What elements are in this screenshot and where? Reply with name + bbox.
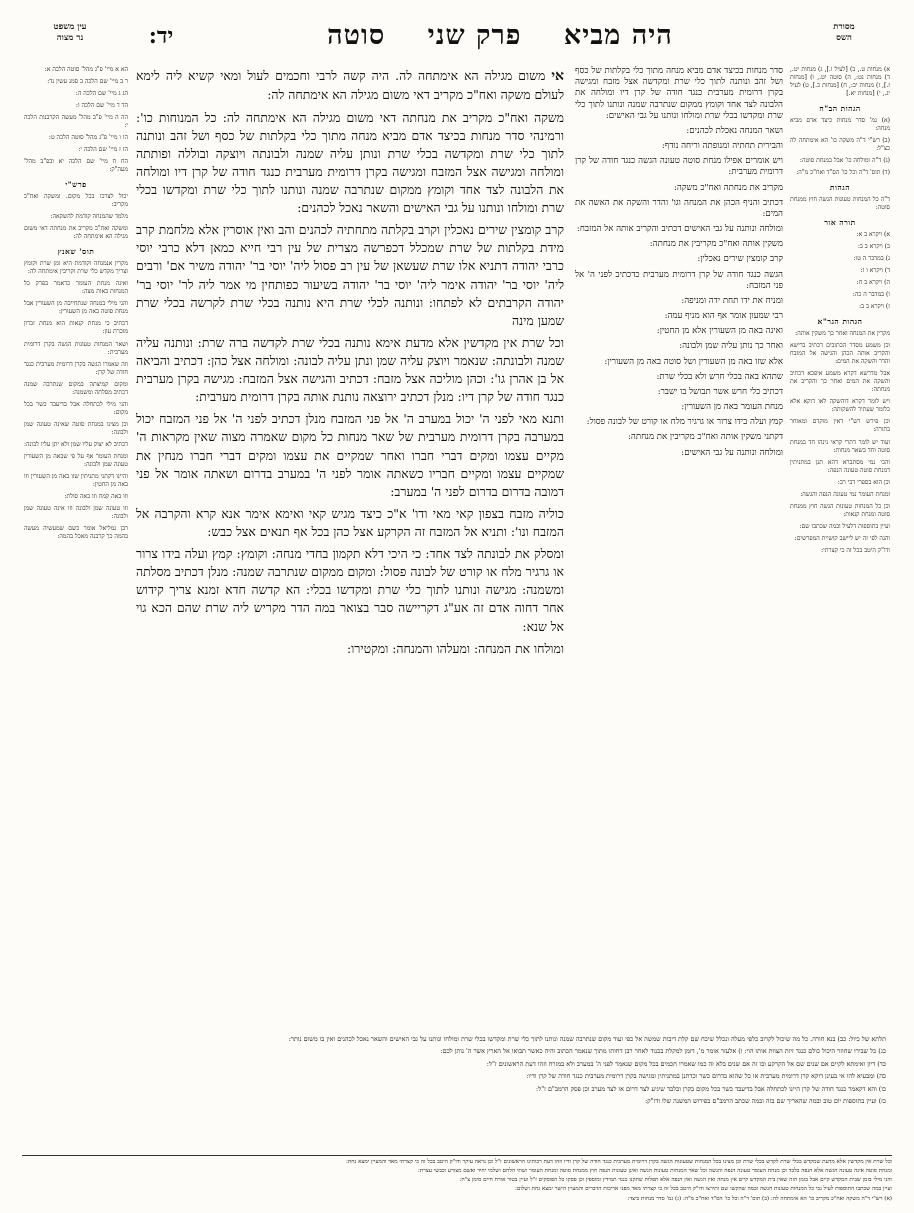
gemara-opening-word: אי: [551, 68, 564, 84]
tractate-name: סוטה: [327, 20, 386, 51]
tos-shantz-3: דכתיב כי מנחת קנאות הוא מנחת זכרון מזכרת עון:: [24, 320, 128, 336]
ein-mishpat-item-2: הג ג מיי' שם הלכה ה:: [75, 90, 128, 98]
left-commentary-6: והכי נמי מסתברא דהא תנן במתניתין דמנחת סוטה טעונה הנפה:: [790, 458, 890, 474]
gemara-block-0: [136, 66, 564, 105]
masoret-header-line2: השס: [836, 32, 852, 43]
tos-shantz-6: ומקום קמיצתה במקום שנתרבה שמנה דכתיב מסלתה ומשמנה:: [24, 380, 128, 396]
footer-row-2: והני מילי בזמן שבית המקדש קיים אבל בזמן הזה שאין בית המקדש קיים אין מנחה ואין הגשה ואין הנפה אלא תפלות שתקנו כנגד תמידין ומוספין וכן פסקו כל הפוסקים ז"ל ועיין בטור אורח חיים סימן צ"ח:: [459, 1177, 892, 1184]
tos-shantz-8: וכן מצינו במנחת סוטה שאינה טעונה שמן ולבונה:: [24, 420, 128, 436]
tos-shantz-7: והני מילי לכתחלה אבל בדיעבד כשר בכל מקום:: [24, 400, 128, 416]
tos-shantz-10: ומנחת העומר אף על פי שבאה מן השעורין טעונה שמן ולבונה:: [24, 452, 128, 468]
left-commentary-0: מקרין את המנחה ואחר כך משקין אותה:: [795, 330, 890, 338]
masoret-header-line1: מסורת: [833, 22, 855, 32]
gemara-block-7: ומולחו את המנחה: ומעלהו והמנחה: ומקטירו:: [346, 640, 564, 656]
rashi-par-5: והבירית תחתיה ומנופתה וריחה נודף:: [661, 141, 783, 152]
bottom-note-3: כד) דיון ואימתא לקיים אם שנים שם אל הקרקע ובו זה אם שנים בלא זה כמו שאמרו חכמים בכל מקום שנאמר לפני ה' במערב ולא במזרח וזהו דעת הראשונים ז"ל:: [486, 1059, 886, 1068]
ein-mishpat-item-7: הח ח מיי' שם הלכה יא ובפ"ב מהל' מעה"ק:: [24, 158, 128, 174]
bottom-note-5: כו) והא דקאמר כנגד חודה של קרן היינו לכתחלה אבל בדיעבד כשר בכל מקום בקרן ובלבד שיגיע לצד דרום או לצד מערב וכן פסק הרמב"ם ז"ל:: [536, 1084, 886, 1093]
ein-mishpat-item-1: ר ב מיי' שם הלכה ב סמג עשין נד:: [47, 78, 128, 86]
rashi-par-17: אלא שזו באה מן השעורין ושל סוטה באה מן השעורין:: [604, 356, 783, 367]
footer-rule: [22, 1155, 892, 1156]
footer-row-4: (א) רש"י ד"ה משקה ואח"כ מקריב כו' הא אימתחה לה: (ב) תוס' ד"ה וכל כו' הס"ד ואח"כ מ"ה: (ג) גמ' סדר מנחות כיצד:: [627, 1195, 892, 1202]
bottom-notes-band: [22, 1035, 892, 1106]
gemara-text-0: משום מגילה הא אימתחה לה. היה קשה לרבי וחכמים לעול ומאי קשיא ליה לימא לעולם משקה ואח"כ מקריב דאי משום מגילה הא אימתחה לה:: [136, 68, 564, 103]
hagahot-habach-0: (א) גמ' סדר מנחות כיצד אדם מביא מנחה:: [790, 117, 890, 133]
gemara-column: [130, 66, 570, 1031]
torah-or-title: תורה אור: [824, 218, 856, 228]
left-commentary-5: ועוד יש לומר דתרי קראי נינהו חד במנחת סוטה וחד בשאר מנחות:: [790, 438, 890, 454]
tos-shantz-0: מקרין אנמנחה וקודמת היא ומן שרת וקומץ וצריך מקדש כלי שרת וקריבין אימתחה לה:: [24, 260, 128, 276]
rashi-par-11: קרב קומצין שירים נאכלין:: [697, 254, 783, 265]
rashi-par-7: מקריב את מנחתה ואח"כ משקה:: [673, 182, 783, 193]
left-commentary-11: והנה לפי זה יש ליישב קושיית המפרשים:: [794, 534, 890, 542]
footer-row-3: ועיין במה שכתבו התוספות לעיל גבי כל המנחות טעונות הגשה ובמה שהקשו שם ותירצו ודו"ק היטב בכל זה כי קצרתי מאד מפני אריכות הדברים והמעיין הישר ימצא נחת ושלום:: [514, 1186, 892, 1193]
ein-mishpat-header-line2: נר מצוה: [56, 32, 84, 43]
left-commentary-7: וכן הוא בספרי דבי רב:: [837, 478, 890, 486]
tos-shantz-2: והני מילי במנחה שנתחייבה מן השעורין אבל מנחת סוטה באה מן השעורין:: [24, 300, 128, 316]
bottom-note-2: כג) כל שבירו שחוזר היכול כולם כנגד זיות הצוות אותו הוי: ו) אלעזר אומר מ', דזמן למקלת בכנוד לאחר רבן דחותו מתוך שנאמר הכתוב והיה כאשר תבואו אל הארץ אשר ה' נותן לכם:: [440, 1047, 886, 1056]
rashi-par-13: ומניח את ידו תחת ידה ומניפה:: [681, 295, 783, 306]
ein-mishpat-column: [22, 66, 130, 1031]
rashi-par-23: ומולחה ונותנה על גבי האישים:: [681, 447, 783, 458]
masoret-item-0: א) מנחות ט., ב) [לעיל ו.], ג) מנחות יט., ד) מנחות נט:, ה) סוטה יט., ו) [מנחות ז.], ז) מנחות יב:, ח) [מנחות כ.], ט) לעיל יג., י) [מנחות יא.]: [790, 66, 890, 98]
rashi-column: [570, 66, 788, 1031]
rashi-index-title: פרש"י: [65, 180, 87, 190]
gemara-block-3: וכל שרת אין מקדשין אלא מדעת אימא נותנה בכלי שרת לקדשה ברה שרת: ונותנה עליה שמנה ולבונתה: שנאמר ויוצק עליה שמן ונתן עליה לבונה: ומולחה אצל כהן: דכתיב והביאה אל בן אהרן גו': וכהן מוליכה אצל מזבח: דכתיב והגישה אצל המזבח: מגישה בקרן מערבית כנגד חודה של קרן דיו: מנלן דכתיב ירוצאה נותנת אותה בקרן דרומית מערבית:: [136, 334, 564, 405]
ein-mishpat-item-3: הד ד מיי' שם הלכה ו:: [75, 102, 128, 110]
left-commentary-4: וכן פירש רש"י דאין מוקדם ומאוחר בתורה:: [790, 418, 890, 434]
rashi-par-8: דכתיב והניף הכהן את המנחה וגו' והדר והשקה את האשה את המים:: [575, 197, 783, 219]
page-footer: [22, 1152, 892, 1205]
ein-mishpat-header-line1: עין משפט: [53, 22, 87, 32]
torah-or-4: ה) ויקרא ב ח:: [856, 279, 890, 287]
tos-shantz-5: וזה שאמרו הגשה בקרן דרומית מערבית כנגד חודה של קרן:: [24, 360, 128, 376]
rashi-par-21: קמץ ועלה בידו צרור או גרגיר מלח או קורט של לבונה פסול:: [586, 417, 783, 428]
rashi-index-0: יכול לצרכו בכל מקום. ומשקה ואח"כ מקריב:: [24, 193, 128, 209]
ein-mishpat-item-5: הו ו מיי' פ"ג מהל' סוטה הלכה ט:: [48, 134, 128, 142]
gemara-block-1: משקה ואח"כ מקריב את מנחתה דאי משום מגילה הא אימתחה לה: כל המנוחות כו': ורמינהי סדר מנחות בכיצד אדם מביא מנחה מתוך כלי בקלתות של כסף ושל זהב ונותנה לתוך כלי שרת ומקדשה בכלי שרת ונותן עליה שמנה ולבונתה ויוצקה ובוללה ופותתה ומולחה ומגישה אצל המזבח ומגישה בקרן דרומית מערבית כנגד חודה של קרן דיו ומולחה את הלבונה לצד אחד וקומץ ממקום שנתרבה שמנה ונותנו לתוך כלי שרת ומקדשו בכלי שרת ומולחו ונותנו על גבי האישים והשאר נאכל לכהנים:: [136, 109, 564, 216]
ein-mishpat-item-6: הז ז מיי' שם הלכה י:: [78, 146, 128, 154]
tos-shantz-title: תוס' שאנץ: [57, 247, 95, 257]
left-commentary-8: ומנחת העומר נמי טעונה הנפה והגשה:: [800, 490, 890, 498]
rashi-par-22: דקתני משקין אותה ואח"כ מקריבין את מנחתה:: [628, 432, 783, 443]
torah-or-1: ב) ויקרא ב ב:: [857, 243, 890, 251]
tos-shantz-13: וזו טעונה שמן ולבונה וזו אינה טעונה שמן ולבונה:: [24, 505, 128, 521]
chapter-name: היה מביא: [563, 20, 673, 51]
gemara-block-4: ותנא מאי לפני ה' יכול במערב ה' אל פני המזבח מנלן דכתיב לפני ה' אל פני המזבח יכול במערבה בקרן דרומית מערבית של שאר מנחות כל מקום שאמרה מצוה שאין מקראות ה' מקיים עצמו ומקים דברי חברו ואחר שמקיים את עצמו ומקים דברי חברו מנחין את שמקיים עצמו ומקיים חבריו כשאתה אומר לפני ה' במערב בדרום ושאתה אומר אל פני דמובה בדרום בדרום לפני ה' במערב:: [136, 411, 564, 499]
page-header: [22, 18, 892, 64]
hagahot-maharshal-title: הגהות: [829, 183, 851, 193]
tos-shantz-9: דכתיב לא יצוק עליו שמן ולא יתן עליו לבונה:: [24, 440, 128, 448]
bottom-note-6: כז) ועיין בתוספות יום טוב ובמה שהאריך שם בזה ובמה שכתב הרמב"ם בפירוש המשנה שלו ודו"ק:: [645, 1097, 886, 1106]
left-commentary-10: ועיין בתוספות דלעיל ובמה שכתבו שם:: [799, 522, 890, 530]
page-body: [22, 66, 892, 1031]
rashi-index-1: מלמד שהמנחה קודמת להשקאה:: [50, 213, 128, 221]
left-commentary-1: וכן משמע מסדר הכתובים דכתיב ברישא והקריב אותה הכהן והגישה אל המזבח והדר והשקה את המים:: [790, 342, 890, 366]
hagahot-habach-1: (ב) רש"י ד"ה משקה כו' הא אימתחה לה כצ"ל:: [790, 137, 890, 153]
gemara-block-5: כוליה מזבח בצפון קאי מאי ודו' א"כ כיצד מגיש קאי ואימא אימר אנא קרא והקרבה אל המזבח ונו': ותניא אל המזבח זה הקרקע אצל כהן בכל אף תנאים אצל כבש:: [136, 505, 564, 539]
torah-or-6: ז) ויקרא ב ב:: [859, 303, 890, 311]
masoret-hashas-header: [796, 18, 892, 43]
ein-mishpat-item-0: הא א מיי' פ"ג מהל' סוטה הלכה א:: [44, 66, 128, 73]
hagahot-habach-2: (ג) ד"ה ומולחה כו' אבל במנחת סוטה:: [799, 157, 890, 165]
rashi-par-4: ושאר המנחה נאכלת לכהנים:: [686, 125, 783, 136]
rashi-par-19: דכתיב כלי חרש אשר תבושל בו ישבר:: [657, 386, 783, 397]
chapter-label: פרק שני: [427, 20, 522, 51]
page-title: [204, 18, 796, 51]
rashi-par-3: סדר מנחות בכיצד אדם מביא מנחה מתוך כלי בקלתות של כסף ושל זהב ונותנה לתוך כלי שרת ומקדשה אצל מזבח ומגישה בקרן דרומית מערבית כנגד חודה של קרן דיו ומולחה את הלבונה לצד אחד וקומץ ממקום שנתרבה שמנה ונותנו לתוך כלי שרת ומקדשו בכלי שרת ומולחו ונותנו על גבי האישים:: [575, 66, 783, 121]
left-commentary-title: הגהות הגר"א: [817, 317, 863, 327]
footer-row-1: ומנחת סוטה אינה טעונה הגשה אלא הנפה בלבד וכן מנחת העומר טעונה הנפה והגשה וכל שאר המנחות טעונות הגשה ואינן טעונות הנפה חוץ ממנחת סוטה ומנחת העומר ושתי הלחם ושלמי יחיד ואשם מצורע וכבשי עצרת:: [417, 1167, 892, 1174]
gemara-block-6: ומסלק את לבונתה לצד אחד: כי היכי דלא תקמון בחדי מנחה: וקומץ: קמץ ועלה בידו צרור או גרגיר מלח או קורט של לבונה פסול: ומקום ממקום שנתרבה שמנה: מנלן דכתיב מסלתה ומשמנה: מגישה ונותנו לתוך כלי שרת ומקדשו בכלי: הא קדשה חדא זמנא צריך קידוש אחר דחוה אדם זה אע"ג דקריישה סבר בצואר במה הדר מקריש ליה שרת שהם הכא גוי אל שנא:: [136, 546, 564, 634]
ein-mishpat-header: [22, 18, 118, 43]
footer-row-0: וכל שרת אין מקדשין אלא מדעת שמקדש בכלי שרת לקדש בכלי שרת וכן מצינו בכל המנחות שטעונות הגשה בקרן דרומית מערבית כנגד חודה של קרן ודיו וזהו דעת רבותינו הראשונים ז"ל וכן נראה עיקר ודו"ק היטב בכל זה כי קצרתי מאד והמעיין ימצא נחת:: [345, 1158, 892, 1165]
torah-or-3: ד) ויקרא ו ז:: [860, 267, 890, 275]
rashi-par-6: ויש אומרים אפילו מנחת סוטה טעונה הגשה כנגד חודה של קרן דרומית מערבית:: [575, 156, 783, 178]
rashi-par-9: ומולחה ונותנה על גבי האישים דכתיב והקריב אותה אל המזבח:: [576, 224, 783, 235]
tos-shantz-12: וזו באה קמח וזו באה סולת:: [64, 492, 128, 500]
rashi-par-12: הגשה כנגד חודה של קרן דרומית מערבית כדכתיב לפני ה' אל פני המזבח:: [575, 269, 783, 291]
bottom-note-1: תלתא של כיול: כב) בנא חורה. כל מה שיכול לקרוב כלפי מעלה ונכלל שיכח שם קלת דיבות שמשה אל כפי ועוד מקום שנתרבה שמנה ונותנו לתוך כלי שרת ומקדשו בכלי שרת ומולחו ונותנו על גבי האישים והשאר נאכל לכהנים ואין בו משום נותר:: [288, 1035, 886, 1043]
rashi-index-2: ומשקה ואח"כ מקריב את מנחתה דאי משום מגילה הא אימתחה לה:: [24, 225, 128, 241]
gemara-block-2: קרב קומצין שירים נאכלין וקרב בקלתה מתחתיה לכהנים והב ואין אוסרין אלא מלחמת קרב מידת בקלתות של שרת שמכלל דכפרשה מצרית של עין רבי חייא כמאן דלא כרבי יוסי כרבי יהודה דתניא אלו שרת שעשאן של עין רב פסול ליה' יוסי בר' יהודה משיר אם' ורבים ליה' יוסי בר' יהודה אימר ליה' יוסי בר' יהודה בשיעור כפותחין מי אמר ליה לר' יוסי בר' יהודה הקרבתים לא לפתחו: ונותנה לכלי שרת היא נותנה בכלי שרת לקרשה בכלי שרת שמען מינה: [136, 222, 564, 328]
torah-or-2: ג) במדבר ה טו:: [853, 255, 890, 263]
rashi-par-18: שתהא באה בכלי חרש ולא בכלי שרת:: [656, 371, 783, 382]
tos-shantz-14: רבן גמליאל אומר כשם שמעשיה מעשה בהמה כך קרבנה מאכל בהמה:: [24, 525, 128, 541]
ein-mishpat-item-4: הה ה מיי' פ"ב מהל' מעשה הקרבנות הלכה י:: [24, 114, 128, 130]
daf-number: יד:: [148, 23, 174, 49]
masoret-hashas-column: [788, 66, 892, 1031]
rashi-par-10: משקין אותה ואח"כ מקריבין את מנחתה:: [649, 239, 783, 250]
rashi-par-14: רבי שמעון אומר אף הוא מניף עמה:: [664, 311, 783, 322]
rashi-par-16: ואחר כך נותן עליה שמן ולבונה:: [679, 341, 783, 352]
tos-shantz-4: ושאר המנחות טעונות הגשה בקרן דרומית מערבית:: [24, 340, 128, 356]
hagahot-habach-3: (ד) תוס' ד"ה וכל כו' הס"ד ואח"כ מ"ה:: [796, 169, 890, 177]
hagahot-habach-title: הגהות הב"ח: [819, 104, 861, 114]
rashi-par-15: ואינה באה מן השעורין אלא מן החטין:: [656, 326, 783, 337]
torah-or-0: א) ויקרא ב א:: [856, 231, 890, 239]
rashi-par-20: מנחת העומר באה מן השעורין:: [681, 402, 783, 413]
bottom-note-4: כה) ומבעיא להו אי בעינן דוקא קרן דרומית מערבית או כל שהוא בדרום כשר וכדתנן במתניתין ומגישה בקרן דרומית מערבית כנגד חודה של קרן ודיו:: [526, 1072, 886, 1081]
left-commentary-9: וכן כל המנחות טעונות הגשה חוץ ממנחת סוטה ומנחת קנאות:: [790, 502, 890, 518]
left-commentary-2: אבל מדרשא דקרא משמע איפכא דכתיב והשקה את המים ואחר כך והקריב את מנחתה:: [790, 370, 890, 394]
left-commentary-12: ודו"ק היטב בכל זה כי קצרתי:: [821, 546, 890, 554]
torah-or-5: ו) במדבר ה כה:: [852, 291, 890, 299]
tos-shantz-11: והיינו דקתני מתניתין שזו באה מן השעורין וזו באה מן החטין:: [24, 472, 128, 488]
tos-shantz-1: ואינה מנחת העומר כדאמר בפרק כל המנחות באות מצה:: [24, 280, 128, 296]
left-commentary-3: ויש לומר דקרא דוהשקה לאו דוקא אלא כלומר שעתיד להשקותה:: [790, 398, 890, 414]
hagahot-maharshal-0: ד"ה כל המנחות טעונות הגשה חוץ ממנחת סוטה:: [790, 196, 890, 212]
